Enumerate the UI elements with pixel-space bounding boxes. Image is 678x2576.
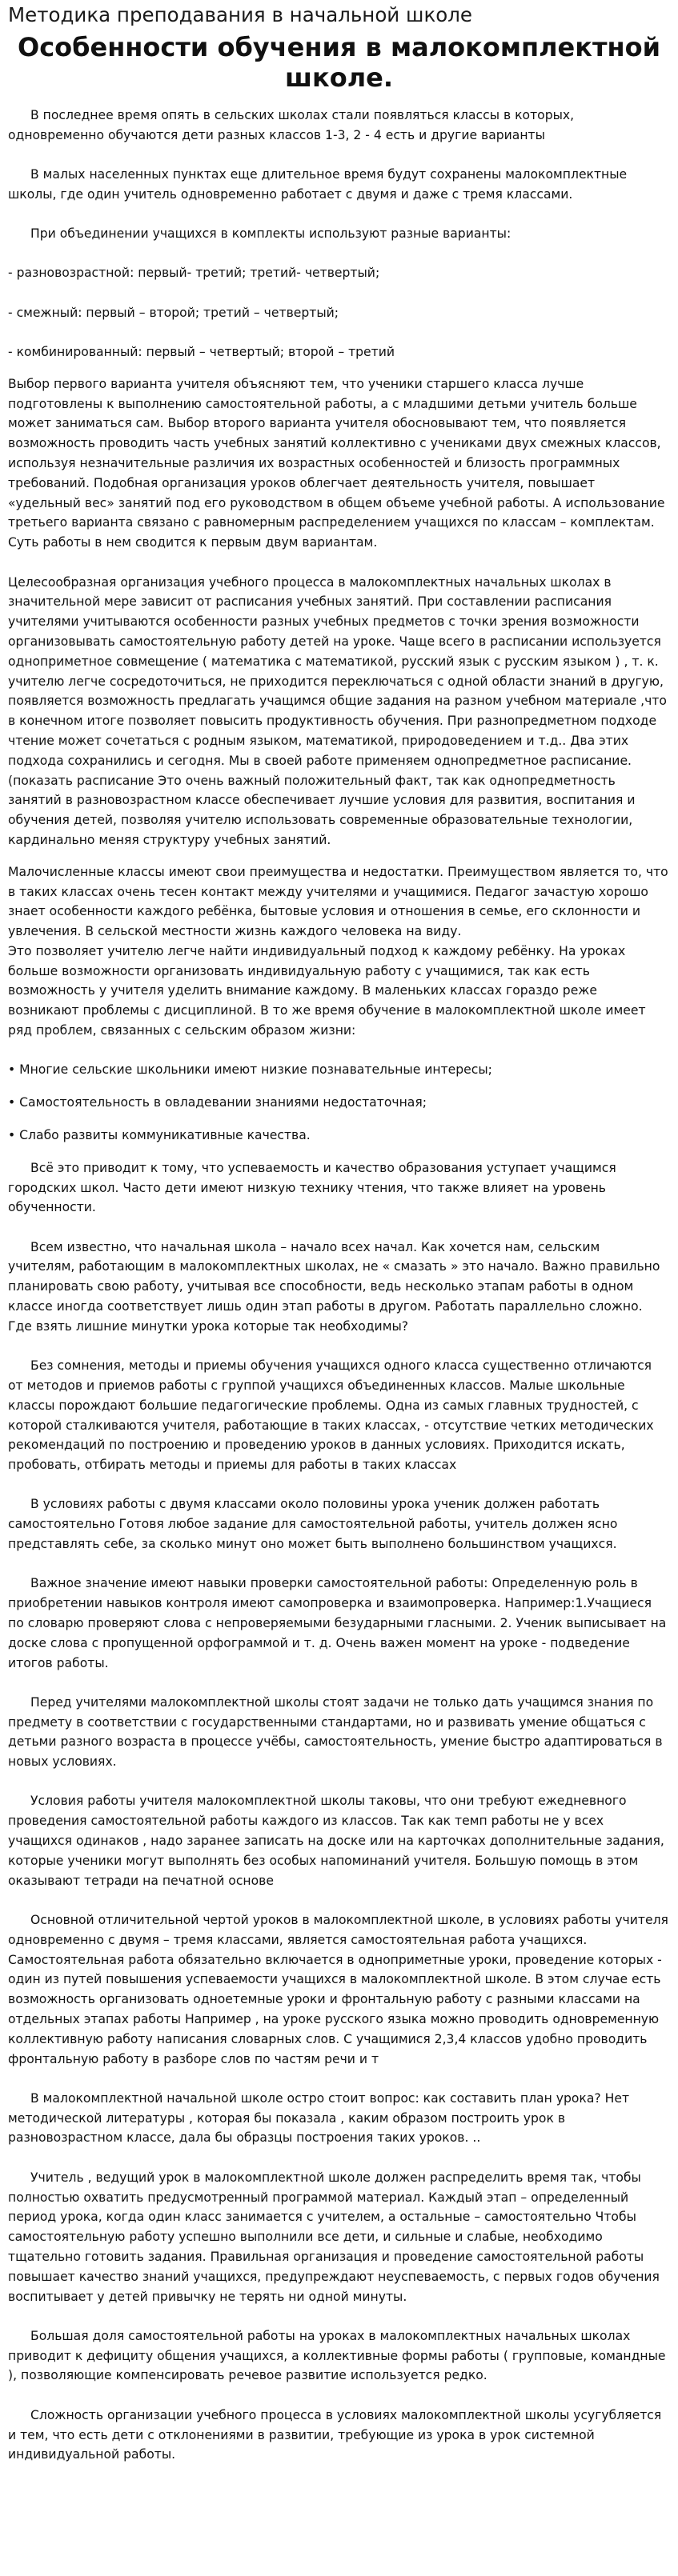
list-item-variant-mixed-age: - разновозрастной: первый- третий; третий- четвертый; (8, 266, 380, 281)
paragraph-consequences: Всё это приводит к тому, что успеваемость и качество образования уступает учащимся городских школ. Часто дети имеют низкую технику чтения, что также влияет на уровень обученности. (8, 1160, 616, 1215)
paragraph-variant-choice: Выбор первого варианта учителя объясняют тем, что ученики старшего класса лучше подготовлены к выполнению самостоятельной работы, а с младшими детьми учитель больше может заниматься сам. Выбор второго варианта учителя обосновывают тем, что появляется возможность проводить часть учебных занятий коллективно с учениками двух смежных классов, используя незначительные различия их возрастных особенностей и близость программных требований. Подобная организация уроков облегчает деятельность учителя, повышает «удельный вес» занятий под его руководством в общем объеме учебной работы. А использование третьего варианта связано с равномерным распределением учащихся по классам – комплектам. Суть работы в нем сводится к первым двум вариантам. (8, 376, 665, 550)
paragraph-intro: В последнее время опять в сельских школах стали появляться классы в которых, одновременно обучаются дети разных классов 1-3, 2 - 4 есть и другие варианты (8, 108, 575, 142)
paragraph-work-conditions: Условия работы учителя малокомплектной школы таковы, что они требуют ежедневного проведения самостоятельной работы каждого из классов. Так как темп работы не у всех учащихся одинаков , надо заранее записать на доске или на карточках дополнительные задания, которые ученики могут выполнять без особых напоминаний учителя. Большую помощь в этом оказывают тетради на печатной основе (8, 1794, 664, 1888)
paragraph-variants-intro: При объединении учащихся в комплекты используют разные варианты: (30, 226, 512, 242)
list-item-problem-communication: • Слабо развиты коммуникативные качества. (8, 1127, 311, 1142)
paragraph-advantages: Малочисленные классы имеют свои преимущества и недостатки. Преимуществом является то, что в таких классах очень тесен контакт между учителями и учащимися. Педагог зачастую хорошо знает особенности каждого ребёнка, бытовые условия и отношения в семье, его склонности и увлечения. В сельской местности жизнь каждого человека на виду. Это позволяет учителю легче найти индивидуальный подход к каждому ребёнку. На уроках больше возможности организовать индивидуальную работу с учащимися, так как есть возможность у учителя уделить внимание каждому. В маленьких классах гораздо реже возникают проблемы с дисциплиной. В то же время обучение в малокомплектной школе имеет ряд проблем, связанных с сельским образом жизни: (8, 864, 668, 1038)
paragraph-checking-skills: Важное значение имеют навыки проверки самостоятельной работы: Определенную роль в приобретении навыков контроля имеют самопроверка и взаимопроверка. Например:1.Учащиеся по словарю проверяют слова с непроверяемыми безударными гласными. 2. Ученик выписывает на доске слова с пропущенной орфограммой и т. д. Очень важен момент на уроке - подведение итогов работы. (8, 1576, 667, 1670)
list-item-problem-interest: • Многие сельские школьники имеют низкие познавательные интересы; (8, 1062, 492, 1078)
paragraph-small-schools: В малых населенных пунктах еще длительное время будут сохранены малокомплектные школы, где один учитель одновременно работает с двумя и даже с тремя классами. (8, 167, 628, 202)
article-body (8, 106, 670, 2465)
list-item-variant-adjacent: - смежный: первый – второй; третий – четвертый; (8, 305, 339, 320)
paragraph-independent-work: В условиях работы с двумя классами около половины урока ученик должен работать самостоятельно Готовя любое задание для самостоятельной работы, учитель должен ясно представлять себе, за сколько минут оно может быть выполнено большинством учащихся. (8, 1497, 618, 1552)
paragraph-main-feature: Основной отличительной чертой уроков в малокомплектной школе, в условиях работы учителя одновременно с двумя – тремя классами, является самостоятельная работа учащихся. Самостоятельная работа обязательно включается в одноприметные уроки, проведение которых - один из путей повышения успеваемости учащихся в малокомплектной школе. В этом случае есть возможность организовать одноетемные уроки и фронтальную работу с разными классами на отдельных этапах работы Например , на уроке русского языка можно проводить одновременную коллективную работу написания словарных слов. С учащимися 2,3,4 классов удобно проводить фронтальную работу в разборе слов по частям речи и т (8, 1912, 668, 2066)
paragraph-methods: Без сомнения, методы и приемы обучения учащихся одного класса существенно отличаются от методов и приемов работы с группой учащихся объединенных классов. Малые школьные классы порождают большие педагогические проблемы. Одна из самых главных трудностей, с которой сталкиваются учителя, работающие в таких классах, - отсутствие четких методических рекомендаций по построению и проведению уроков в данных условиях. Приходится искать, пробовать, отбирать методы и приемы для работы в таких классах (8, 1358, 654, 1473)
paragraph-communication-deficit: Большая доля самостоятельной работы на уроках в малокомплектных начальных школах приводит к дефициту общения учащихся, а коллективные формы работы ( групповые, командные ), позволяющие компенсировать речевое развитие используется редко. (8, 2328, 666, 2383)
paragraph-complexity: Сложность организации учебного процесса в условиях малокомплектной школы усугубляется и тем, что есть дети с отклонениями в развитии, требующие из урока в урок системной индивидуальной работы. (8, 2407, 662, 2462)
paragraph-primary-school: Всем известно, что начальная школа – начало всех начал. Как хочется нам, сельским учителям, работающим в малокомплектных школах, не « смазать » это начало. Важно правильно планировать свою работу, учитывая все способности, ведь несколько этапам работы в одном классе иногда соответствует лишь один этап работы в другом. Работать параллельно сложно. Где взять лишние минутки урока которые так необходимы? (8, 1239, 660, 1334)
list-item-variant-combined: - комбинированный: первый – четвертый; второй – третий (8, 345, 395, 360)
list-item-problem-independence: • Самостоятельность в овладевании знаниями недостаточная; (8, 1095, 427, 1110)
page-title: Особенности обучения в малокомплектной школе. (17, 32, 660, 93)
paragraph-time-distribution: Учитель , ведущий урок в малокомплектной школе должен распределить время так, чтобы полностью охватить предусмотренный программой материал. Каждый этап – определенный период урока, когда один класс занимается с учителем, а остальные – самостоятельно Чтобы самостоятельную работу успешно выполнили все дети, и сильные и слабые, необходимо тщательно готовить задания. Правильная организация и проведение самостоятельной работы повышает качество знаний учащихся, предупреждают неуспеваемость, с первых годов обучения воспитывает у детей привычку не терять ни одной минуты. (8, 2170, 660, 2304)
paragraph-schedule: Целесообразная организация учебного процесса в малокомплектных начальных школах в значительной мере зависит от расписания учебных занятий. При составлении расписания учителями учитываются особенности разных учебных предметов с точки зрения возможности организовывать самостоятельную работу детей на уроке. Чаще всего в расписании используется одноприметное совмещение ( математика с математикой, русский язык с русским языком ) , т. к. учителю легче сосредоточиться, не приходится переключаться с одной области знаний в другую, появляется возможность предлагать учащимся общие задания на разном учебном материале ,что в конечном итоге позволяет повысить продуктивность обучения. При разнопредметном подходе чтение может сочетаться с родным языком, математикой, природоведением и т.д.. Два этих подхода сохранились и сегодня. Мы в своей работе применяем однопредметное расписание.(показать расписание Это очень важный положительный факт, так как однопредметность занятий в разновозрастном классе обеспечивает лучшие условия для развития, воспитания и обучения детей, позволяя учителю использовать современные образовательные технологии, кардинально меняя структуру учебных занятий. (8, 574, 667, 847)
paragraph-teacher-tasks: Перед учителями малокомплектной школы стоят задачи не только дать учащимся знания по предмету в соответствии с государственными стандартами, но и развивать умение общаться с детьми разного возраста в процессе учёбы, самостоятельность, умение быстро адаптироваться в новых условиях. (8, 1694, 663, 1770)
category-heading: Методика преподавания в начальной школе (8, 3, 472, 26)
paragraph-lesson-plan: В малокомплектной начальной школе остро стоит вопрос: как составить план урока? Нет методической литературы , которая бы показала , каким образом построить урок в разновозрастном классе, дала бы образцы построения таких уроков. .. (8, 2090, 630, 2146)
